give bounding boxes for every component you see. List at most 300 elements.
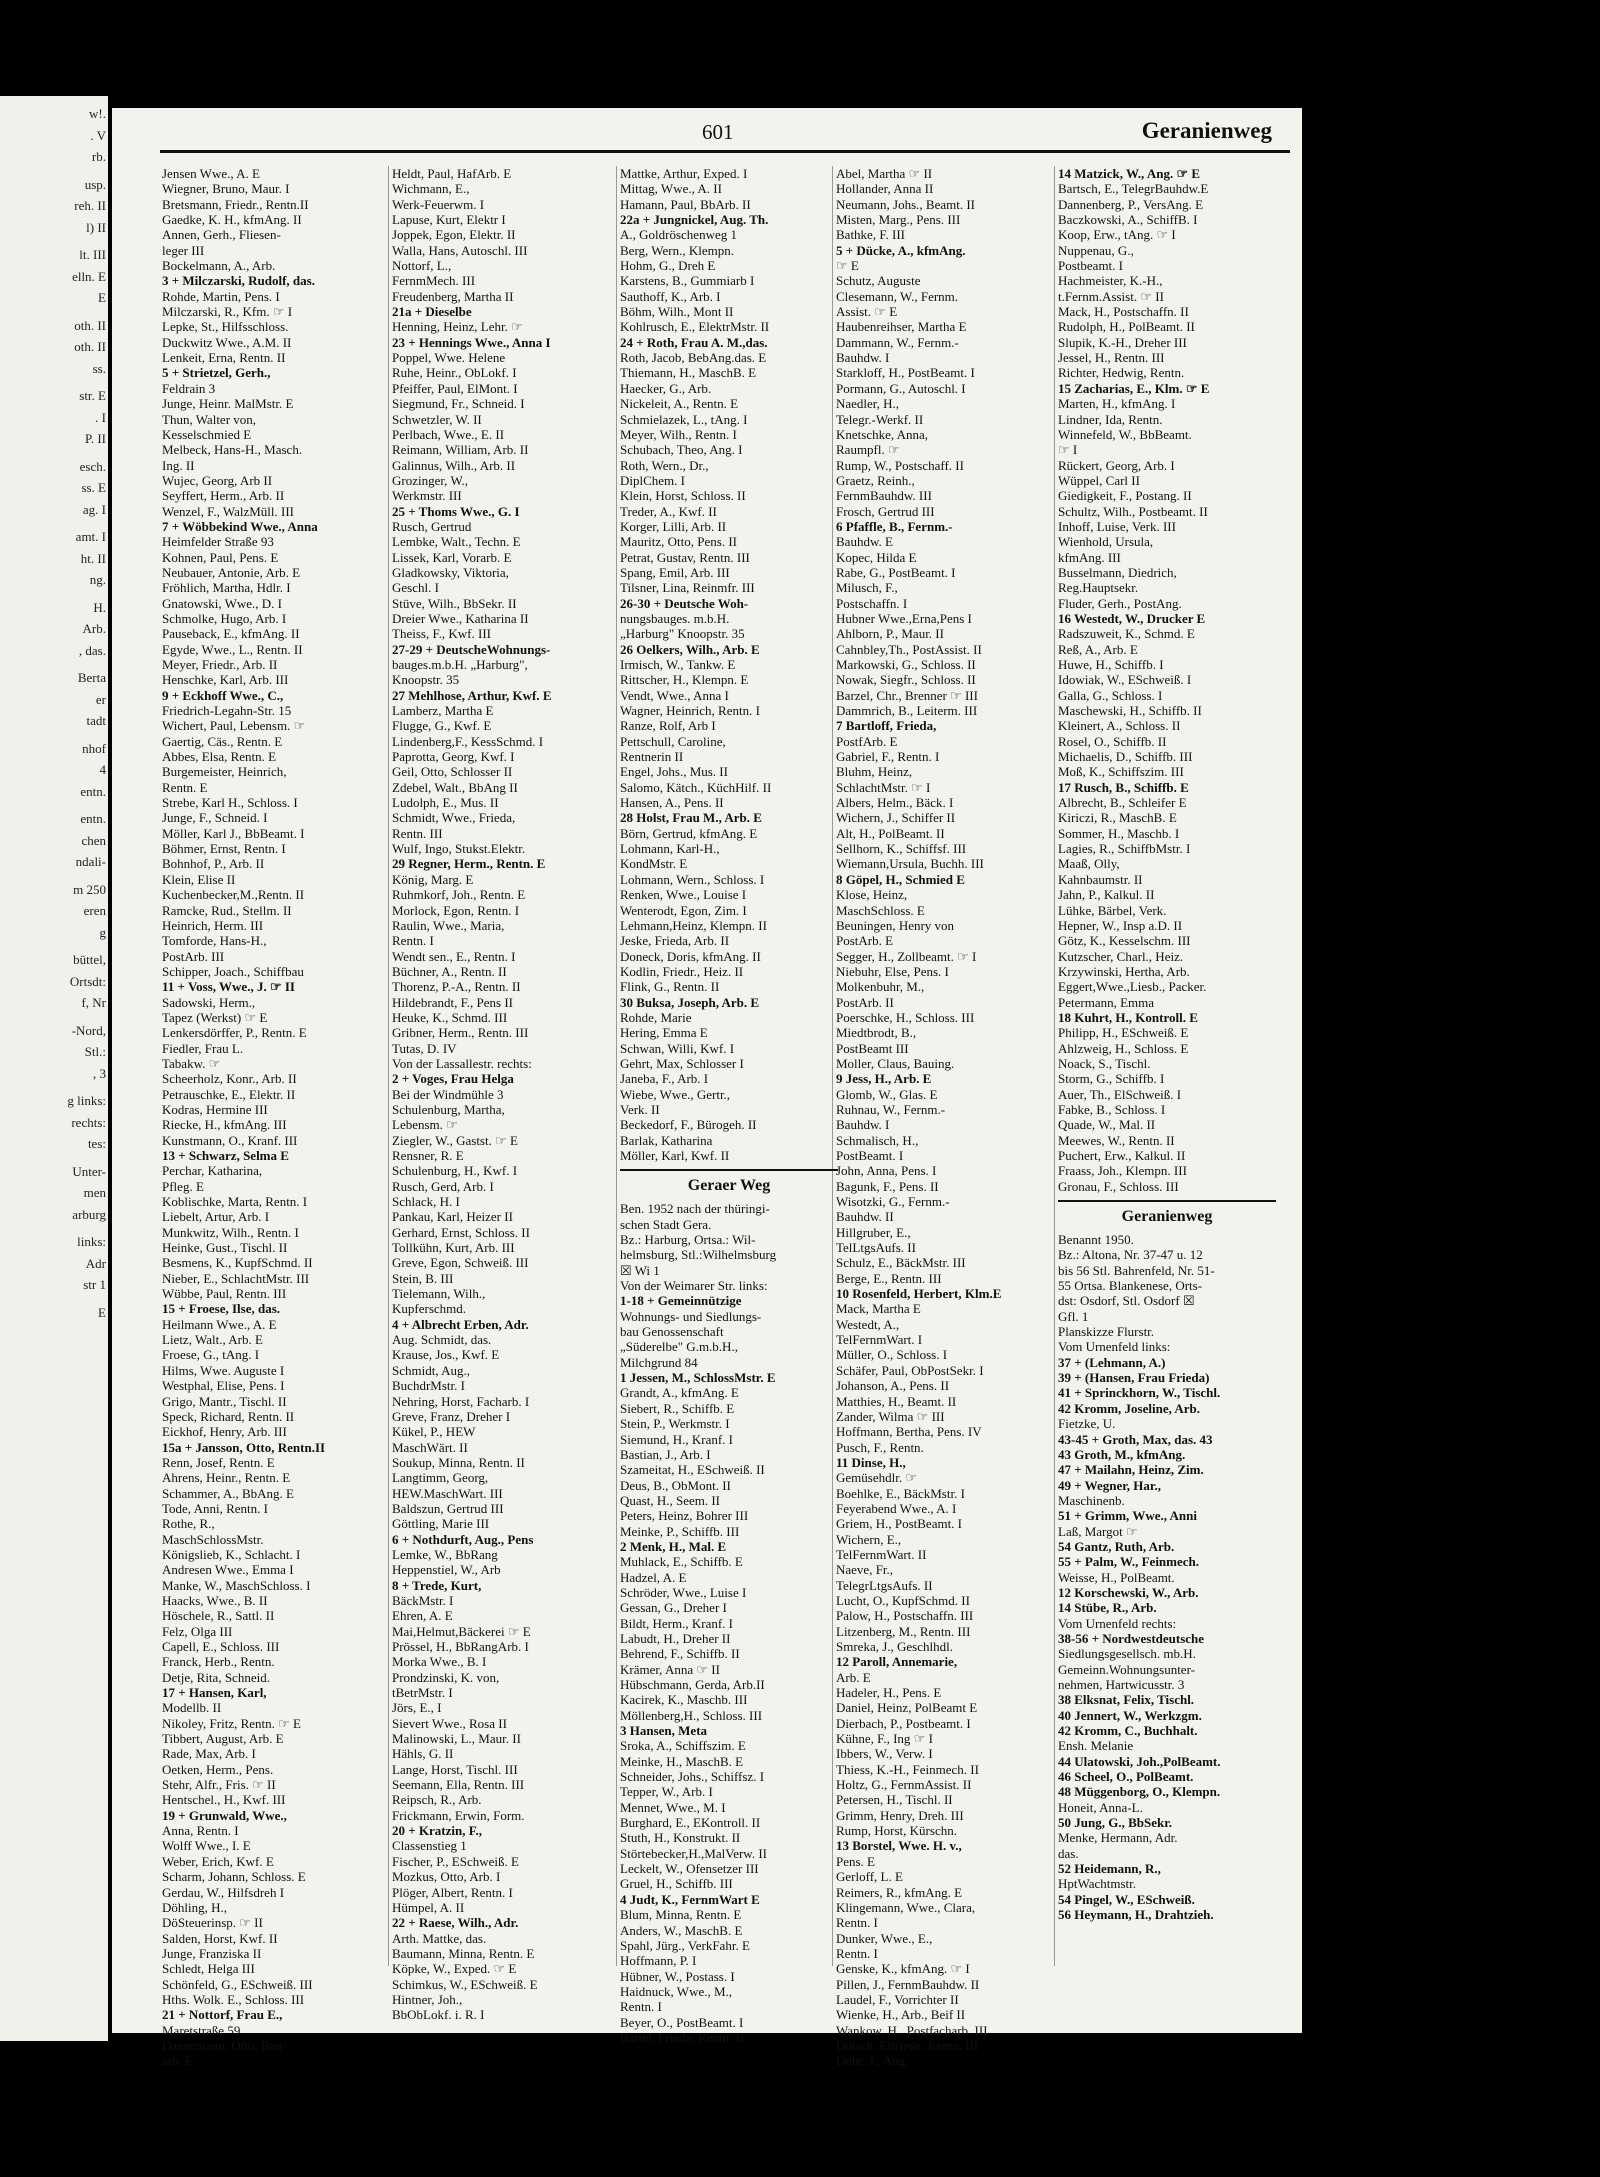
- directory-entry: Ibbers, W., Verw. I: [836, 1746, 933, 1762]
- directory-entry: Rusch, Gertrud: [392, 518, 472, 534]
- directory-entry: Grandt, A., kfmAng. E: [620, 1385, 739, 1401]
- directory-entry: Postschaffn. I: [836, 595, 908, 611]
- directory-entry: Hoffmann, P. I: [620, 1953, 697, 1969]
- directory-entry: Perchar, Katharina,: [162, 1163, 263, 1179]
- directory-entry: Siemund, H., Kranf. I: [620, 1431, 734, 1447]
- directory-entry: Grozinger, W.,: [392, 472, 469, 488]
- directory-entry: Pusch, F., Rentn.: [836, 1439, 924, 1455]
- directory-entry: Wohnungs- und Siedlungs-: [620, 1308, 762, 1324]
- directory-entry: 44 Ulatowski, Joh.,PolBeamt.: [1058, 1753, 1221, 1769]
- directory-entry: 16 Westedt, W., Drucker E: [1058, 610, 1206, 626]
- directory-entry: Bartel, Frieda, Rentn. II: [620, 2029, 745, 2045]
- directory-entry: Sauthoff, K., Arb. I: [620, 288, 721, 304]
- directory-entry: Kunstmann, O., Kranf. III: [162, 1132, 298, 1148]
- directory-entry: Greve, Egon, Schweiß. III: [392, 1255, 529, 1271]
- directory-entry: Schledt, Helga III: [162, 1961, 255, 1977]
- directory-entry: 15 Zacharias, E., Klm. ☞ E: [1058, 380, 1210, 396]
- directory-entry: Baczkowski, A., SchiffB. I: [1058, 212, 1198, 228]
- directory-entry: Heinke, Gust., Tischl. II: [162, 1240, 288, 1256]
- directory-entry: Gnatowski, Wwe., D. I: [162, 595, 282, 611]
- directory-entry: Tollkühn, Kurt, Arb. III: [392, 1240, 515, 1256]
- directory-entry: Zdebel, Walt., BbAng II: [392, 779, 518, 795]
- directory-entry: Radszuweit, K., Schmd. E: [1058, 626, 1195, 642]
- directory-entry: Blum, Minna, Rentn. E: [620, 1907, 742, 1923]
- directory-entry: 24 + Roth, Frau A. M.,das.: [620, 334, 768, 350]
- directory-entry: 47 + Mailahn, Heinz, Zim.: [1058, 1462, 1204, 1478]
- directory-entry: Lamberz, Martha E: [392, 703, 494, 719]
- directory-entry: Morlock, Egon, Rentn. I: [392, 902, 520, 918]
- directory-entry: Rump, W., Postschaff. II: [836, 457, 964, 473]
- directory-entry: Nuppenau, G.,: [1058, 242, 1134, 258]
- directory-entry: Beuningen, Henry von: [836, 917, 955, 933]
- directory-entry: Arb. E: [836, 1669, 871, 1685]
- margin-fragment: str 1: [83, 1277, 106, 1292]
- directory-entry: Bockelmann, A., Arb.: [162, 258, 276, 274]
- directory-entry: Oetken, Herm., Pens.: [162, 1761, 274, 1777]
- margin-fragment: oth. II: [74, 317, 106, 333]
- directory-entry: 3 + Milczarski, Rudolf, das.: [162, 273, 315, 289]
- margin-fragment: er: [95, 691, 106, 707]
- directory-entry: Sroka, A., Schiffszim. E: [620, 1738, 746, 1754]
- directory-entry: Hadeler, H., Pens. E: [836, 1685, 942, 1701]
- directory-entry: Sadowski, Herm.,: [162, 994, 256, 1010]
- margin-fragment: Arb.: [82, 621, 106, 636]
- directory-entry: 19 + Grunwald, Wwe.,: [162, 1807, 287, 1823]
- directory-entry: Matthies, H., Beamt. II: [836, 1393, 957, 1409]
- directory-entry: Hepner, W., Insp a.D. II: [1058, 917, 1183, 933]
- directory-entry: 3 Hansen, Meta: [620, 1723, 708, 1739]
- directory-entry: A., Goldröschenweg 1: [620, 227, 737, 243]
- margin-fragment: str. E: [79, 388, 106, 403]
- directory-entry: Idowiak, W., ESchweiß. I: [1058, 672, 1192, 688]
- margin-fragment: l) II: [86, 219, 106, 235]
- directory-entry: Bauhdw. I: [836, 350, 890, 366]
- directory-entry: Grimm, Henry, Dreh. III: [836, 1807, 964, 1823]
- directory-entry: Reipsch, R., Arb.: [392, 1792, 482, 1808]
- directory-entry: Lissek, Karl, Vorarb. E: [392, 549, 512, 565]
- directory-entry: Schmidt, Aug.,: [392, 1362, 471, 1378]
- directory-entry: Pfeiffer, Paul, ElMont. I: [392, 380, 518, 396]
- directory-entry: Neubauer, Antonie, Arb. E: [162, 564, 301, 580]
- margin-fragment: entn.: [80, 783, 106, 799]
- margin-fragment: Adr: [85, 1255, 106, 1271]
- directory-column-4: [836, 166, 1054, 2069]
- directory-entry: Scharm, Johann, Schloss. E: [162, 1869, 306, 1885]
- page-number: 601: [702, 120, 734, 144]
- directory-entry: Heldt, Paul, HafArb. E: [392, 166, 512, 181]
- directory-entry: Gabriel, F., Rentn. I: [836, 749, 940, 765]
- directory-entry: Rosel, O., Schiffb. II: [1058, 733, 1167, 749]
- directory-entry: bauges.m.b.H. „Harburg",: [392, 657, 528, 672]
- directory-entry: Gfl. 1: [1058, 1308, 1089, 1324]
- directory-entry: Gehrt, Max, Schlosser I: [620, 1055, 744, 1071]
- directory-entry: Dammrich, B., Leiterm. III: [836, 703, 978, 719]
- directory-entry: 9 Jess, H., Arb. E: [836, 1071, 932, 1087]
- directory-entry: Alt, H., PolBeamt. II: [836, 825, 945, 841]
- directory-entry: Jörs, E., I: [392, 1700, 442, 1716]
- directory-entry: Milchgrund 84: [620, 1354, 698, 1370]
- directory-entry: Lindner, Ida, Rentn.: [1058, 411, 1163, 427]
- directory-entry: Hering, Emma E: [620, 1025, 708, 1041]
- directory-entry: 5 + Dücke, A., kfmAng.: [836, 242, 966, 258]
- directory-entry: Klose, Heinz,: [836, 887, 908, 903]
- directory-entry: Reß, A., Arb. E: [1058, 641, 1138, 657]
- directory-entry: Schmalisch, H.,: [836, 1132, 919, 1148]
- directory-entry: Spang, Emil, Arb. III: [620, 564, 730, 580]
- margin-fragment: . I: [95, 409, 106, 425]
- directory-entry: Ranze, Rolf, Arb I: [620, 718, 716, 734]
- directory-entry: Lindenberg,F., KessSchmd. I: [392, 733, 544, 749]
- directory-entry: 4 Judt, K., FernmWart E: [620, 1891, 760, 1907]
- directory-entry: Glomb, W., Glas. E: [836, 1086, 938, 1102]
- directory-entry: Bastian, J., Arb. I: [620, 1446, 711, 1462]
- directory-entry: Petrat, Gustav, Rentn. III: [620, 549, 750, 565]
- section-heading: Geranienweg: [1058, 1200, 1276, 1232]
- directory-entry: SchlachtMstr. ☞ I: [836, 779, 931, 795]
- directory-page: [112, 108, 1302, 2069]
- directory-entry: Reg.Hauptsekr.: [1058, 580, 1139, 596]
- directory-entry: 21 + Nottorf, Frau E.,: [162, 2007, 283, 2023]
- directory-entry: Manke, W., MaschSchloss. I: [162, 1577, 311, 1593]
- directory-entry: 54 Gantz, Ruth, Arb.: [1058, 1538, 1175, 1554]
- directory-entry: Wüppel, Carl II: [1058, 472, 1140, 488]
- directory-entry: Planskizze Flurstr.: [1058, 1324, 1155, 1340]
- directory-entry: Raulin, Wwe., Maria,: [392, 917, 505, 933]
- directory-entry: Meinke, H., MaschB. E: [620, 1753, 744, 1769]
- margin-fragment: ht. II: [80, 550, 106, 566]
- directory-entry: Frickmann, Erwin, Form.: [392, 1807, 525, 1823]
- directory-entry: Reimann, William, Arb. II: [392, 442, 529, 458]
- directory-entry: Korger, Lilli, Arb. II: [620, 518, 727, 534]
- directory-entry: Ahrens, Heinr., Rentn. E: [162, 1470, 291, 1486]
- directory-entry: Nowak, Siegfr., Schloss. II: [836, 672, 976, 688]
- directory-entry: Walla, Hans, Autoschl. III: [392, 242, 528, 258]
- directory-entry: Cahnbley,Th., PostAssist. II: [836, 641, 982, 657]
- directory-entry: Abel, Martha ☞ II: [836, 166, 933, 181]
- directory-entry: Fischer, P., ESchweiß. E: [392, 1853, 519, 1869]
- directory-entry: Lebensm. ☞: [392, 1117, 458, 1133]
- directory-entry: Plöger, Albert, Rentn. I: [392, 1884, 513, 1900]
- page-header: [112, 108, 1302, 152]
- margin-fragment: , 3: [93, 1065, 106, 1081]
- directory-entry: Hildebrandt, F., Pens II: [392, 994, 513, 1010]
- directory-entry: Riecke, H., kfmAng. III: [162, 1117, 287, 1133]
- directory-entry: Büchner, A., Rentn. II: [392, 963, 507, 979]
- directory-entry: Poppel, Wwe. Helene: [392, 350, 506, 366]
- margin-fragment: ag. I: [82, 501, 106, 517]
- directory-entry: Knetschke, Anna,: [836, 426, 929, 442]
- directory-entry: Ruhmkorf, Joh., Rentn. E: [392, 887, 526, 903]
- directory-entry: Naeve, Fr.,: [836, 1562, 894, 1578]
- directory-entry: 6 Pfaffle, B., Fernm.-: [836, 518, 953, 534]
- directory-entry: Krämer, Anna ☞ II: [620, 1661, 720, 1677]
- directory-entry: Tabakw. ☞: [162, 1055, 221, 1071]
- margin-fragment: E: [98, 1304, 106, 1320]
- directory-entry: Wisotzki, G., Fernm.-: [836, 1194, 950, 1210]
- directory-entry: Prondzinski, K. von,: [392, 1669, 500, 1685]
- directory-entry: Schutz, Auguste: [836, 273, 921, 289]
- directory-entry: Schlack, H. I: [392, 1194, 460, 1210]
- directory-entry: PostArb. E: [836, 933, 894, 949]
- directory-entry: Burgemeister, Heinrich,: [162, 764, 287, 780]
- directory-entry: Gronau, F., Schloss. III: [1058, 1178, 1179, 1194]
- directory-entry: Wagner, Heinrich, Rentn. I: [620, 703, 760, 719]
- directory-entry: Dreier Wwe., Katharina II: [392, 610, 529, 626]
- directory-entry: Pettschull, Caroline,: [620, 733, 726, 749]
- directory-entry: Kodras, Hermine III: [162, 1101, 268, 1117]
- directory-entry: Rentnerin II: [620, 749, 684, 765]
- margin-fragment: H.: [93, 599, 106, 615]
- directory-entry: 25 + Thoms Wwe., G. I: [392, 503, 520, 519]
- running-head: Geranienweg: [1141, 118, 1272, 143]
- directory-entry: Hübschmann, Gerda, Arb.II: [620, 1677, 765, 1692]
- directory-entry: Muhlack, E., Schiffb. E: [620, 1554, 743, 1570]
- directory-entry: Munkwitz, Wilh., Rentn. I: [162, 1224, 299, 1240]
- directory-entry: Hollander, Anna II: [836, 181, 934, 197]
- directory-entry: 13 Borstel, Wwe. H. v.,: [836, 1838, 962, 1854]
- directory-entry: Neumann, Johs., Beamt. II: [836, 196, 976, 212]
- margin-fragment: rechts:: [71, 1114, 106, 1130]
- directory-entry: Bartsch, E., TelegrBauhdw.E: [1058, 181, 1209, 197]
- directory-entry: Mack, Martha E: [836, 1301, 921, 1317]
- directory-entry: Ing. II: [162, 457, 195, 473]
- directory-entry: Dohr, J., Ang.: [836, 2053, 909, 2069]
- directory-entry: Misten, Marg., Pens. III: [836, 212, 961, 228]
- directory-entry: Kleinert, A., Schloss. II: [1058, 718, 1181, 734]
- directory-entry: Wichert, Paul, Lebensm. ☞: [162, 718, 306, 734]
- directory-entry: 11 + Voss, Wwe., J. ☞ II: [162, 979, 295, 995]
- directory-entry: Lietz, Walt., Arb. E: [162, 1332, 263, 1348]
- directory-entry: Vom Urnenfeld links:: [1058, 1339, 1171, 1355]
- directory-entry: Schubach, Theo, Ang. I: [620, 442, 743, 458]
- directory-entry: ☞ I: [1058, 442, 1078, 458]
- directory-entry: Marten, H., kfmAng. I: [1058, 396, 1176, 412]
- directory-entry: Dannenberg, P., VersAng. E: [1058, 196, 1204, 212]
- directory-entry: 26 Oelkers, Wilh., Arb. E: [620, 641, 760, 657]
- directory-entry: Lemke, W., BbRang: [392, 1546, 498, 1562]
- directory-entry: Ehren, A. E: [392, 1608, 453, 1624]
- directory-entry: Petermann, Emma: [1058, 994, 1155, 1010]
- directory-entry: Rusch, Gerd, Arb. I: [392, 1178, 494, 1194]
- directory-entry: Laß, Margot ☞: [1058, 1523, 1138, 1539]
- directory-entry: Rudolph, H., PolBeamt. II: [1058, 319, 1195, 335]
- directory-entry: Vendt, Wwe., Anna I: [620, 687, 729, 703]
- margin-fragment: f, Nr: [81, 995, 106, 1010]
- directory-entry: Tibbert, August, Arb. E: [162, 1731, 284, 1747]
- directory-entry: Quade, W., Mal. II: [1058, 1117, 1156, 1133]
- directory-entry: Naedler, H.,: [836, 396, 900, 412]
- directory-entry: Galla, G., Schloss. I: [1058, 687, 1163, 703]
- directory-entry: Puchert, Erw., Kalkul. II: [1058, 1148, 1186, 1163]
- directory-entry: Graetz, Reinh.,: [836, 472, 915, 488]
- directory-entry: Lehmann,Heinz, Klempn. II: [620, 917, 767, 933]
- directory-entry: 5 + Strietzel, Gerh.,: [162, 365, 271, 381]
- margin-fragment: , das.: [78, 642, 106, 658]
- directory-entry: Rentn. III: [392, 825, 443, 841]
- directory-entry: TelLtgsAufs. II: [836, 1240, 916, 1256]
- directory-entry: Kesselschmied E: [162, 426, 252, 442]
- directory-entry: 11 Dinse, H.,: [836, 1454, 906, 1470]
- margin-fragment: -Nord,: [71, 1022, 106, 1038]
- directory-entry: Hubner Wwe.,Erna,Pens I: [836, 610, 972, 626]
- directory-entry: Nottorf, L.,: [392, 258, 452, 274]
- directory-entry: Szameitat, H., ESchweiß. II: [620, 1462, 765, 1478]
- directory-entry: leger III: [162, 242, 205, 258]
- directory-entry: Roth, Wern., Dr.,: [620, 457, 709, 473]
- directory-entry: 12 Paroll, Annemarie,: [836, 1654, 958, 1670]
- directory-entry: Prössel, H., BbRangArb. I: [392, 1639, 529, 1654]
- directory-entry: Kohnen, Paul, Pens. E: [162, 549, 279, 565]
- directory-entry: Hansen, A., Pens. II: [620, 795, 724, 811]
- directory-entry: Theiss, F., Kwf. III: [392, 626, 491, 642]
- directory-entry: Malinowski, L., Maur. II: [392, 1731, 521, 1747]
- directory-entry: Höschele, R., Sattl. II: [162, 1608, 275, 1624]
- directory-entry: kfmAng. III: [1058, 549, 1121, 565]
- previous-page-margin: [0, 96, 108, 2041]
- directory-entry: 10 Rosenfeld, Herbert, Klm.E: [836, 1286, 1002, 1302]
- directory-entry: Siedlungsgesellsch. mb.H.: [1058, 1646, 1196, 1662]
- directory-entry: Maaß, Olly,: [1058, 856, 1120, 872]
- directory-entry: Moller, Claus, Bauing.: [836, 1055, 955, 1071]
- directory-entry: Schwan, Willi, Kwf. I: [620, 1040, 735, 1056]
- directory-entry: Jensen Wwe., A. E: [162, 166, 260, 181]
- directory-entry: Modellb. II: [162, 1700, 222, 1716]
- directory-entry: Niebuhr, Else, Pens. I: [836, 963, 949, 979]
- directory-entry: Gessan, G., Dreher I: [620, 1600, 727, 1616]
- directory-entry: Gemeinn.Wohnungsunter-: [1058, 1661, 1195, 1677]
- directory-entry: Froese, G., tAng. I: [162, 1347, 260, 1363]
- directory-entry: Junge, F., Schneid. I: [162, 810, 268, 826]
- directory-entry: Heilmann Wwe., A. E: [162, 1316, 277, 1332]
- directory-entry: PostBeamt. I: [836, 1148, 904, 1163]
- directory-entry: Nieber, E., SchlachtMstr. III: [162, 1270, 310, 1286]
- directory-entry: Barzel, Chr., Brenner ☞ III: [836, 687, 978, 703]
- directory-entry: PostArb. III: [162, 948, 225, 964]
- directory-entry: TelFernmWart. I: [836, 1332, 923, 1348]
- directory-entry: Wienhold, Ursula,: [1058, 534, 1154, 550]
- directory-entry: Gaedke, K. H., kfmAng. II: [162, 212, 302, 228]
- directory-entry: Wolff Wwe., I. E: [162, 1838, 251, 1854]
- directory-entry: MaschWärt. II: [392, 1439, 468, 1455]
- directory-entry: Schneider, Johs., Schiffsz. I: [620, 1769, 765, 1785]
- directory-entry: Wübbe, Paul, Rentn. III: [162, 1286, 287, 1302]
- directory-entry: Detje, Rita, Schneid.: [162, 1669, 270, 1685]
- directory-entry: Rentn. I: [836, 1945, 878, 1961]
- directory-entry: Philipp, H., ESchweiß. E: [1058, 1025, 1189, 1041]
- directory-entry: Von der Lassallestr. rechts:: [392, 1055, 532, 1071]
- directory-entry: Ahlborn, P., Maur. II: [836, 626, 944, 642]
- directory-entry: Schwetzler, W. II: [392, 411, 482, 427]
- directory-entry: 38 Elksnat, Felix, Tischl.: [1058, 1692, 1195, 1708]
- directory-entry: Meyer, Friedr., Arb. II: [162, 657, 278, 672]
- directory-entry: Smreka, J., Geschlhdl.: [836, 1639, 953, 1654]
- directory-entry: Berge, E., Rentn. III: [836, 1270, 942, 1286]
- directory-entry: Haubenreihser, Martha E: [836, 319, 967, 335]
- directory-entry: Paprotta, Georg, Kwf. I: [392, 749, 515, 765]
- directory-entry: Hilms, Wwe. Auguste I: [162, 1362, 285, 1378]
- directory-entry: Kühne, F., Ing ☞ I: [836, 1731, 933, 1747]
- directory-entry: Pankau, Karl, Heizer II: [392, 1209, 513, 1225]
- directory-entry: Lucht, O., KupfSchmd. II: [836, 1592, 970, 1608]
- directory-entry: Schröder, Wwe., Luise I: [620, 1584, 747, 1600]
- directory-entry: Baumann, Minna, Rentn. E: [392, 1945, 535, 1961]
- directory-entry: Henning, Heinz, Lehr. ☞: [392, 319, 523, 335]
- margin-fragment: entn.: [80, 811, 106, 826]
- directory-entry: Hohm, G., Dreh E: [620, 258, 716, 274]
- directory-entry: Pormann, G., Autoschl. I: [836, 380, 966, 396]
- directory-entry: FernmMech. III: [392, 273, 476, 289]
- directory-entry: Petrauschke, E., Elektr. II: [162, 1086, 296, 1102]
- directory-entry: arb. E: [162, 2053, 194, 2069]
- directory-entry: 15 + Froese, Ilse, das.: [162, 1301, 281, 1317]
- directory-entry: Kiriczi, R., MaschB. E: [1058, 810, 1177, 826]
- margin-fragment: ss. E: [81, 480, 106, 495]
- directory-entry: Capell, E., Schloss. III: [162, 1639, 280, 1654]
- directory-entry: Milczarski, R., Kfm. ☞ I: [162, 304, 293, 320]
- directory-entry: 20 + Kratzin, F.,: [392, 1823, 482, 1839]
- directory-entry: Bathke, F. III: [836, 227, 905, 243]
- directory-entry: 38-56 + Nordwestdeutsche: [1058, 1630, 1205, 1646]
- directory-entry: Lenkersdörffer, P., Rentn. E: [162, 1025, 307, 1041]
- directory-entry: PostfArb. E: [836, 733, 898, 749]
- directory-entry: Nickeleit, A., Rentn. E: [620, 396, 739, 412]
- directory-entry: Kuchenbecker,M.,Rentn. II: [162, 887, 305, 903]
- directory-entry: Starkloff, H., PostBeamt. I: [836, 365, 975, 381]
- directory-entry: Stehr, Alfr., Fris. ☞ II: [162, 1777, 276, 1793]
- directory-entry: Galinnus, Wilh., Arb. II: [392, 457, 516, 473]
- directory-entry: Sievert Wwe., Rosa II: [392, 1715, 507, 1731]
- directory-entry: Schimkus, W., ESchweiß. E: [392, 1976, 538, 1992]
- directory-entry: „Süderelbe" G.m.b.H.,: [620, 1339, 738, 1355]
- directory-entry: Jeske, Frieda, Arb. II: [620, 933, 730, 949]
- directory-entry: Lohmann, Wern., Schloss. I: [620, 871, 765, 887]
- directory-entry: Duckwitz Wwe., A.M. II: [162, 334, 292, 350]
- directory-entry: Klein, Elise II: [162, 871, 236, 887]
- directory-entry: FernmBauhdw. III: [836, 488, 932, 504]
- directory-entry: Fraass, Joh., Klempn. III: [1058, 1163, 1187, 1179]
- directory-entry: Fiedler, Frau L.: [162, 1040, 244, 1056]
- directory-entry: Classenstieg 1: [392, 1838, 467, 1854]
- directory-entry: Speck, Richard, Rentn. II: [162, 1408, 295, 1424]
- directory-entry: Dannemann, Otto, Bau-: [162, 2037, 287, 2053]
- directory-entry: Holtz, G., FernmAssist. II: [836, 1777, 972, 1793]
- directory-entry: Pfleg. E: [162, 1178, 204, 1194]
- directory-entry: 21a + Dieselbe: [392, 304, 472, 320]
- directory-column-2: [392, 166, 610, 2023]
- directory-entry: Hübner, W., Postass. I: [620, 1968, 735, 1984]
- directory-entry: 55 + Palm, W., Feinmech.: [1058, 1554, 1200, 1570]
- directory-entry: Gerdau, W., Hilfsdreh I: [162, 1884, 285, 1900]
- directory-entry: Pens. E: [836, 1853, 875, 1869]
- directory-entry: Postbeamt. I: [1058, 258, 1123, 274]
- margin-fragment: oth. II: [74, 339, 106, 354]
- directory-entry: 17 + Hansen, Karl,: [162, 1685, 267, 1701]
- directory-entry: ☞ E: [836, 258, 859, 274]
- directory-entry: Gerhard, Ernst, Schloss. II: [392, 1224, 530, 1240]
- directory-entry: Wichmann, E.,: [392, 181, 470, 197]
- directory-entry: Gruel, H., Schiffb. III: [620, 1876, 733, 1892]
- directory-entry: Griem, H., PostBeamt. I: [836, 1516, 963, 1532]
- directory-entry: Slupik, K.-H., Dreher III: [1058, 334, 1187, 350]
- directory-entry: Wichern, J., Schiffer II: [836, 810, 956, 826]
- directory-entry: 2 Menk, H., Mal. E: [620, 1538, 727, 1554]
- margin-fragment: chen: [81, 832, 106, 848]
- directory-entry: 54 Pingel, W., ESchweiß.: [1058, 1891, 1195, 1907]
- directory-entry: Winnefeld, W., BbBeamt.: [1058, 426, 1192, 442]
- directory-entry: Wiegner, Bruno, Maur. I: [162, 181, 290, 197]
- directory-entry: 42 Kromm, C., Buchhalt.: [1058, 1723, 1198, 1739]
- directory-entry: Burghard, E., EKontroll. II: [620, 1815, 761, 1831]
